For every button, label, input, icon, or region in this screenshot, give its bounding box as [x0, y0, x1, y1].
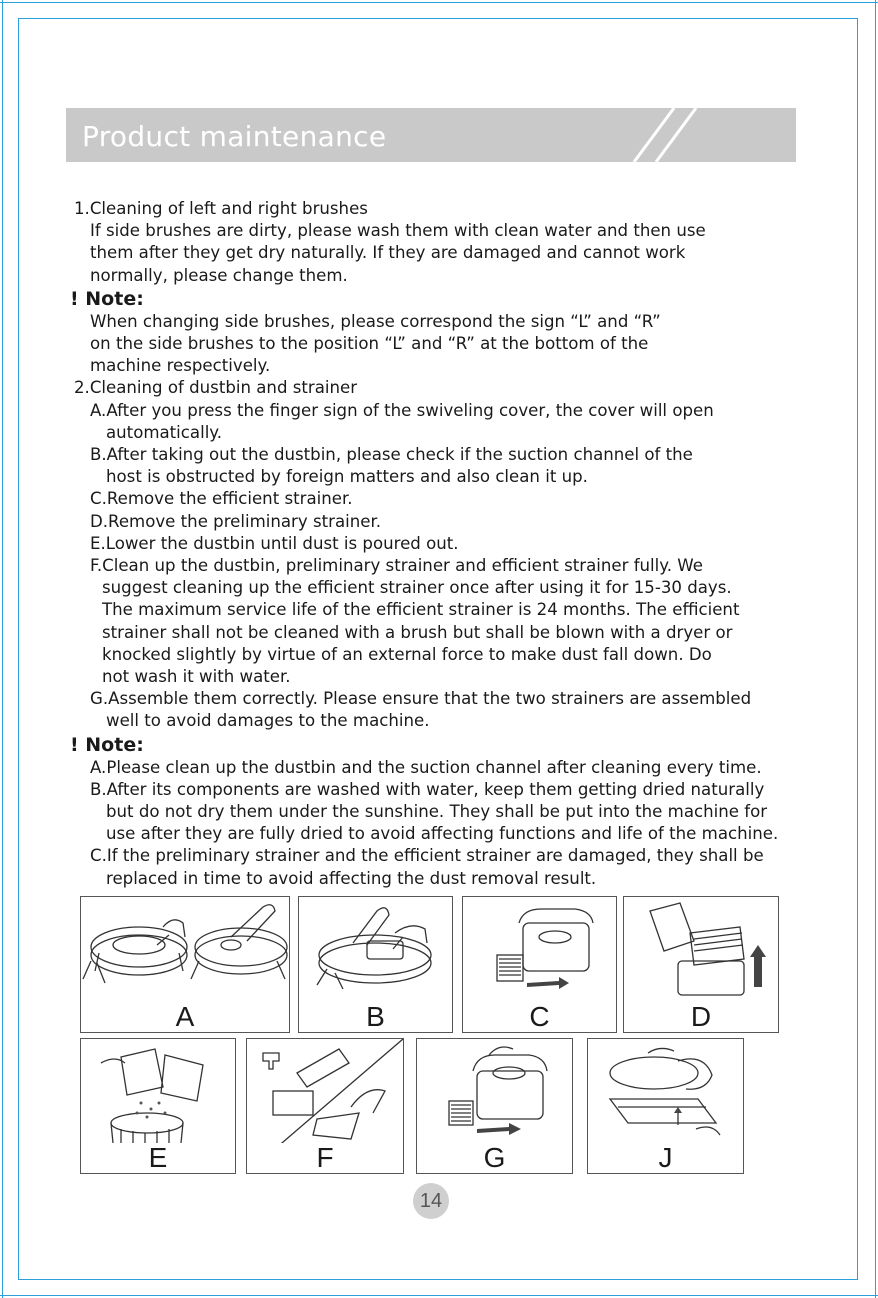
- install-dustbin-illustration: [588, 1039, 743, 1143]
- step-g: G.Assemble them correctly. Please ensure that the two strainers are assembled: [90, 689, 752, 709]
- figure-j: [587, 1038, 744, 1174]
- figure-e-label: E: [148, 1142, 168, 1173]
- page-title: Product maintenance: [82, 120, 387, 153]
- figure-b-label: B: [366, 1001, 385, 1032]
- step-a-cont: automatically.: [106, 422, 223, 442]
- figure-b: [298, 896, 453, 1033]
- step-f-cont: suggest cleaning up the efficient strainer once after using it for 15-30 days.: [102, 578, 732, 598]
- trim-line-bottom: [0, 1295, 878, 1296]
- figure-f: [246, 1038, 404, 1174]
- trim-line-left: [2, 0, 3, 1298]
- figure-j-label: J: [658, 1142, 673, 1173]
- note-2-c: C.If the preliminary strainer and the efficient strainer are damaged, they shall be: [90, 846, 764, 866]
- step-f-cont: strainer shall not be cleaned with a brush but shall be blown with a dryer or: [102, 622, 733, 642]
- figure-g-label: G: [483, 1142, 506, 1173]
- note-1-line: When changing side brushes, please correspond the sign “L” and “R”: [90, 311, 661, 331]
- banner-slash-decoration: [626, 108, 706, 162]
- robot-open-cover-illustration: [81, 897, 289, 1002]
- trim-line-right: [875, 0, 876, 1298]
- figure-a: [80, 896, 290, 1033]
- section-1-heading: 1.Cleaning of left and right brushes: [74, 199, 368, 218]
- maintenance-text: [70, 198, 814, 890]
- figure-e: [80, 1038, 236, 1174]
- section-2-heading: 2.Cleaning of dustbin and strainer: [74, 378, 358, 398]
- step-a: A.After you press the finger sign of the swiveling cover, the cover will open: [90, 400, 714, 420]
- step-f-cont: not wash it with water.: [102, 667, 291, 687]
- page-number: 14: [413, 1183, 449, 1219]
- step-b: B.After taking out the dustbin, please check if the suction channel of the: [90, 445, 693, 465]
- section-1-line: normally, please change them.: [90, 265, 348, 285]
- note-2-label: ! Note:: [70, 733, 144, 756]
- note-2-a: A.Please clean up the dustbin and the suction channel after cleaning every time.: [90, 757, 762, 777]
- robot-remove-dustbin-illustration: [299, 897, 452, 1002]
- section-banner: [66, 108, 796, 162]
- figure-c-label: C: [529, 1001, 550, 1032]
- section-1-line: them after they get dry naturally. If they are damaged and cannot work: [90, 243, 686, 263]
- remove-preliminary-strainer-illustration: [624, 897, 778, 1002]
- figure-g: [416, 1038, 573, 1174]
- note-2-c-cont: replaced in time to avoid affecting the dust removal result.: [106, 868, 597, 888]
- step-c: C.Remove the efficient strainer.: [90, 489, 353, 509]
- figure-c: [462, 896, 617, 1033]
- wash-and-brush-illustration: [247, 1039, 403, 1143]
- figure-a-label: A: [175, 1001, 195, 1032]
- step-e: E.Lower the dustbin until dust is poured out.: [90, 533, 459, 553]
- figure-f-label: F: [316, 1142, 334, 1173]
- note-2-b-cont: use after they are fully dried to avoid affecting functions and life of the machine.: [106, 824, 779, 844]
- section-1-line: If side brushes are dirty, please wash them with clean water and then use: [90, 221, 706, 241]
- step-d: D.Remove the preliminary strainer.: [90, 511, 382, 531]
- figure-d: [623, 896, 779, 1033]
- step-f: F.Clean up the dustbin, preliminary strainer and efficient strainer fully. We: [90, 556, 703, 576]
- step-f-cont: The maximum service life of the efficient strainer is 24 months. The efficient: [102, 600, 740, 620]
- trim-line-top: [0, 2, 878, 3]
- assemble-strainers-illustration: [417, 1039, 572, 1143]
- pour-out-dust-illustration: [81, 1039, 235, 1143]
- step-f-cont: knocked slightly by virtue of an external force to make dust fall down. Do: [102, 644, 712, 664]
- note-1-line: on the side brushes to the position “L” and “R” at the bottom of the: [90, 334, 649, 354]
- note-2-b-cont: but do not dry them under the sunshine. They shall be put into the machine for: [106, 802, 768, 822]
- note-1-label: ! Note:: [70, 287, 144, 310]
- note-1-line: machine respectively.: [90, 356, 271, 376]
- step-b-cont: host is obstructed by foreign matters and also clean it up.: [106, 467, 588, 487]
- remove-efficient-strainer-illustration: [463, 897, 616, 1002]
- note-2-b: B.After its components are washed with water, keep them getting dried naturally: [90, 779, 765, 799]
- step-g-cont: well to avoid damages to the machine.: [106, 711, 430, 731]
- figure-d-label: D: [690, 1001, 712, 1032]
